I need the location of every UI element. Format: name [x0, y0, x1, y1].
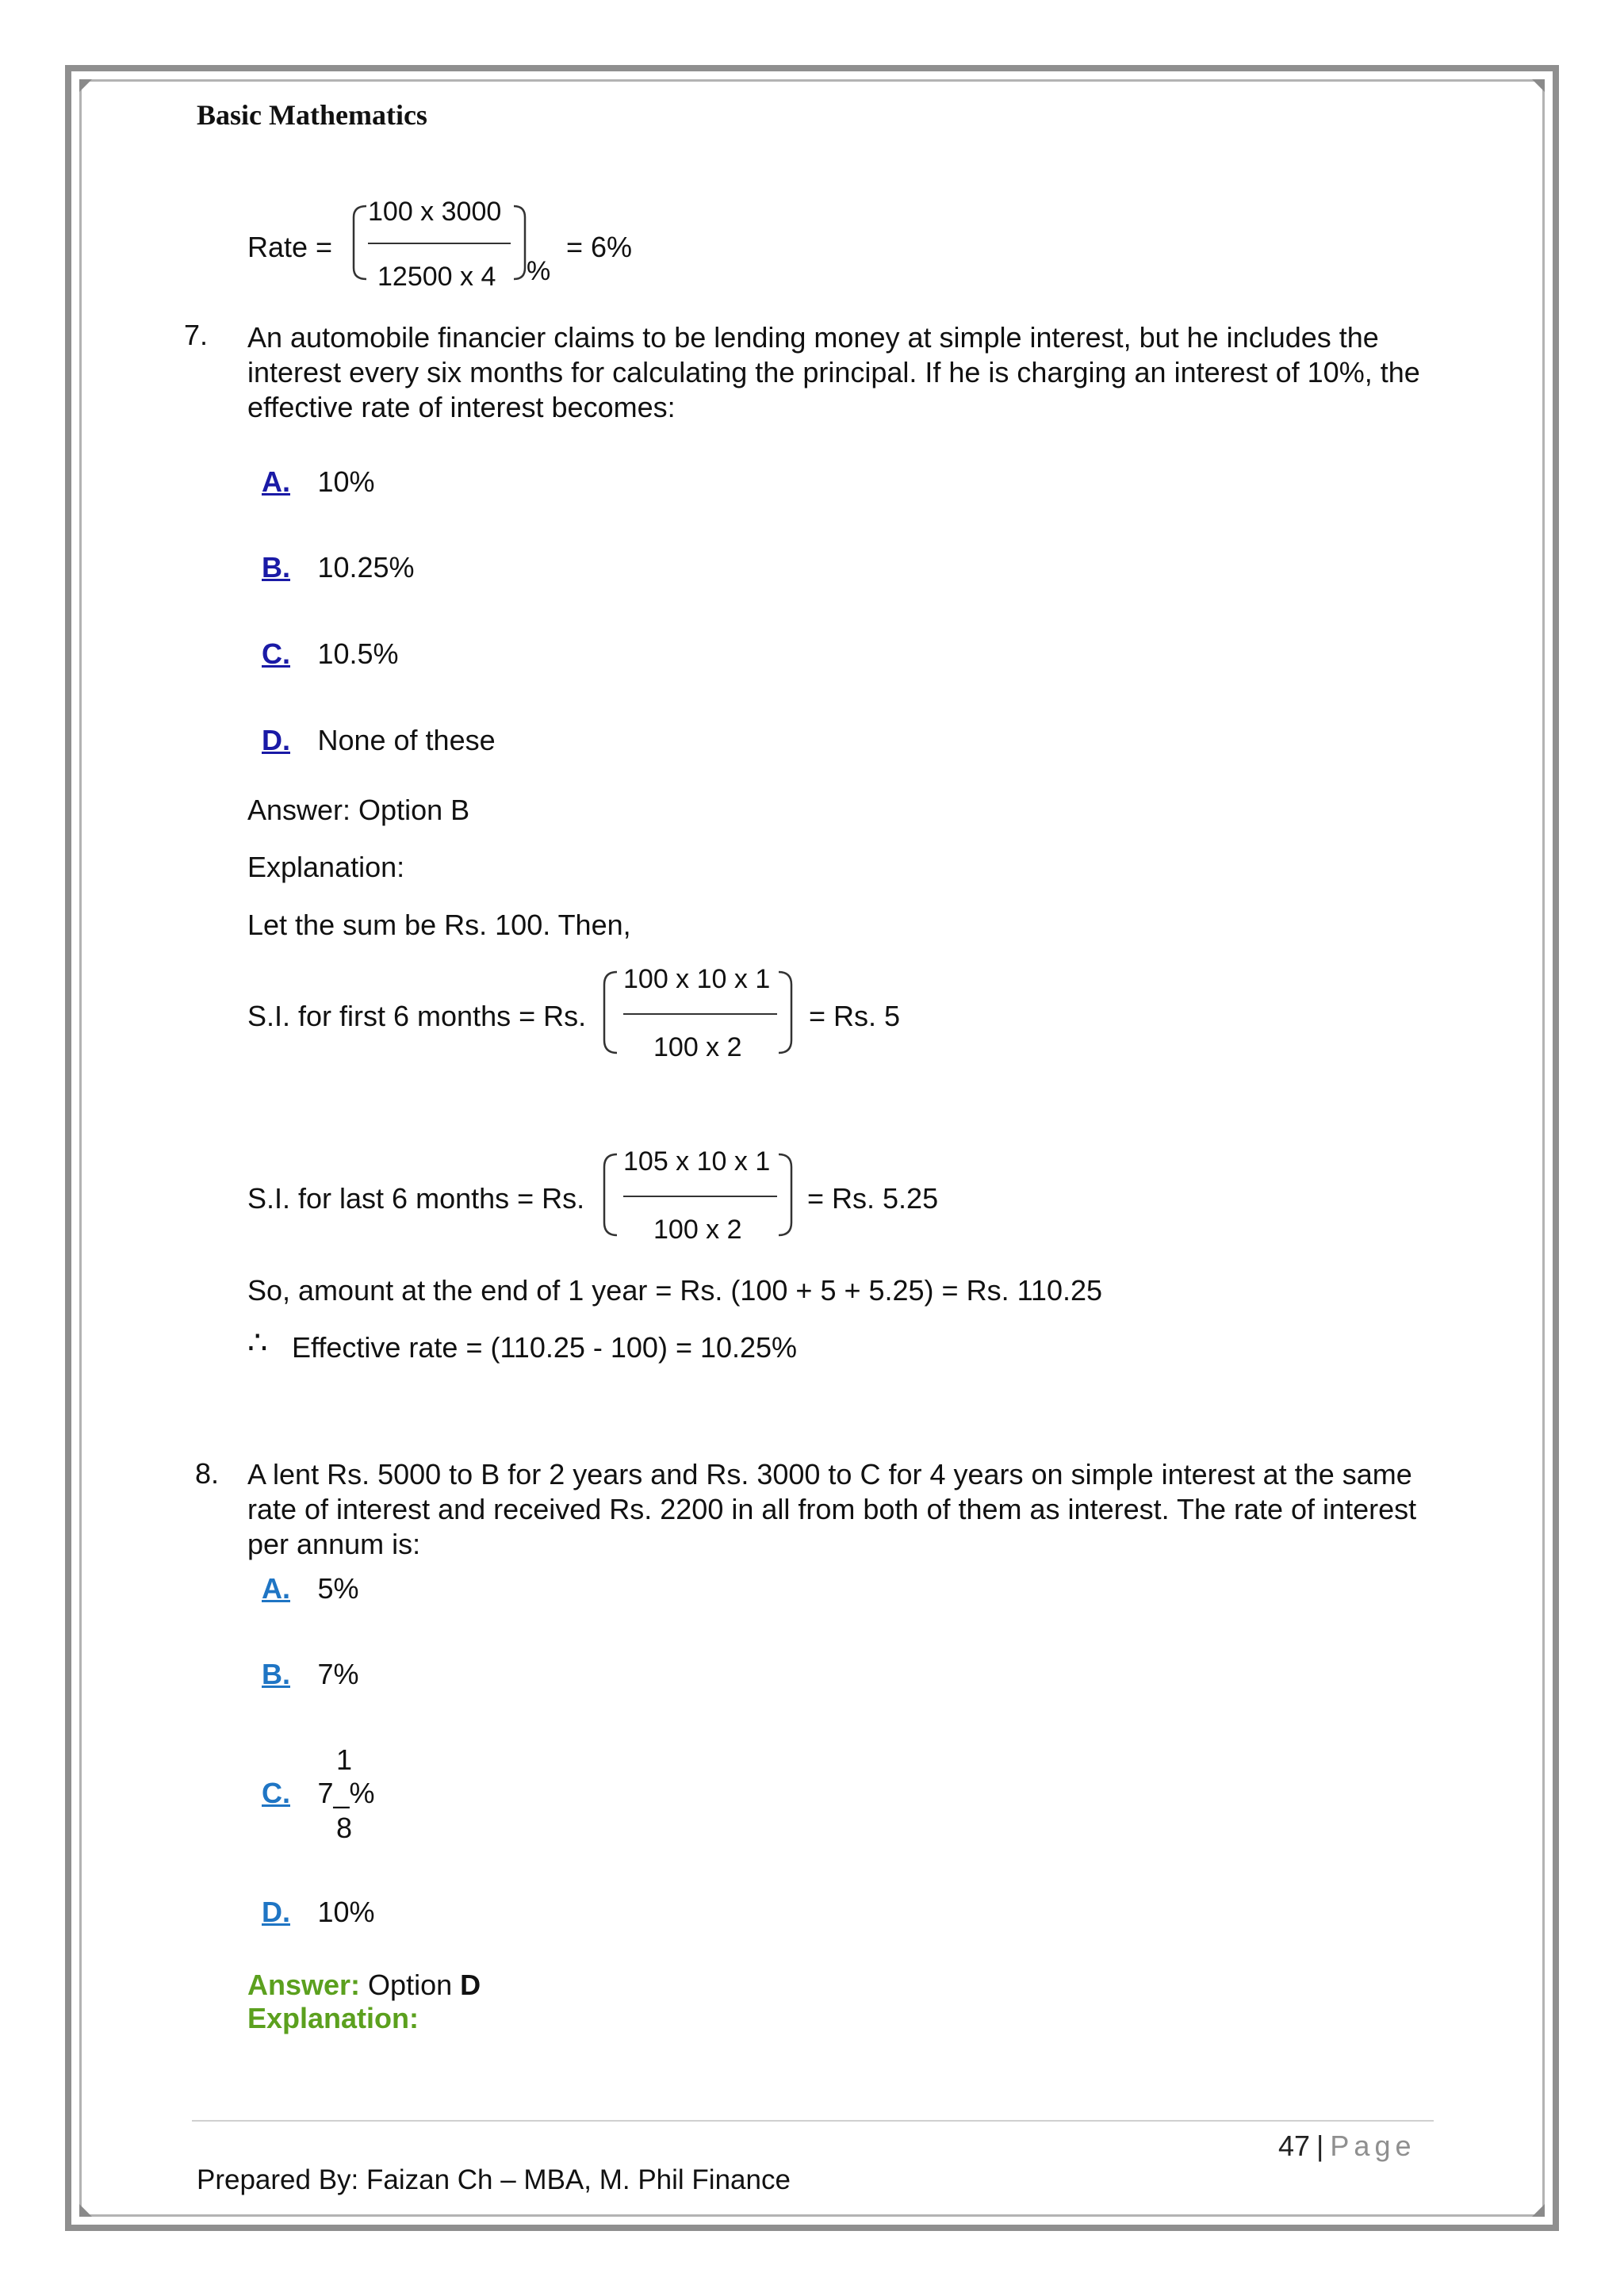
- fraction-numerator: 100 x 3000: [368, 197, 502, 227]
- explanation-label: Explanation:: [247, 2002, 419, 2034]
- explanation-line: Let the sum be Rs. 100. Then,: [247, 909, 631, 941]
- fraction-bar: [623, 1196, 777, 1197]
- corner-ornament-top-left: [79, 79, 92, 92]
- option-letter-link[interactable]: D.: [262, 1896, 290, 1928]
- option-letter-link[interactable]: B.: [262, 1658, 290, 1690]
- option-text: 10%: [317, 465, 375, 498]
- option-a[interactable]: [262, 1571, 358, 1606]
- option-letter-link[interactable]: A.: [262, 465, 290, 498]
- option-d[interactable]: [262, 1895, 375, 1930]
- corner-ornament-bottom-right: [1532, 2204, 1545, 2217]
- option-b[interactable]: [262, 550, 415, 585]
- mixed-fraction-top: 1: [336, 1743, 353, 1776]
- percent-sign: %: [527, 256, 551, 286]
- fraction-bar: [623, 1013, 777, 1015]
- si-last-label: S.I. for last 6 months = Rs.: [247, 1182, 585, 1215]
- option-c[interactable]: [262, 1776, 375, 1811]
- option-text: 10%: [317, 1896, 375, 1928]
- question-number: 7.: [184, 319, 209, 351]
- si-last-fraction: [599, 1143, 798, 1245]
- page-separator: |: [1316, 2130, 1324, 2162]
- answer-line: [247, 1968, 481, 2003]
- question-text: An automobile financier claims to be lending money at simple interest, but he includes the interest every six months for calculating the principal. If he is charging an interest of 10%, the effective rate of interest becomes:: [247, 321, 1420, 423]
- option-text: 7_%: [317, 1777, 375, 1809]
- fraction-numerator: 100 x 10 x 1: [623, 964, 771, 994]
- option-text: None of these: [317, 724, 496, 756]
- page-number-value: 47: [1278, 2130, 1311, 2162]
- answer-text: Option: [368, 1969, 453, 2001]
- rate-fraction: [349, 195, 539, 290]
- explanation-label: Explanation:: [247, 851, 405, 883]
- si-last-result: = Rs. 5.25: [807, 1182, 939, 1215]
- effective-rate-line: Effective rate = (110.25 - 100) = 10.25%: [292, 1331, 798, 1364]
- rate-result: = 6%: [566, 231, 633, 263]
- question-number: 8.: [195, 1457, 220, 1490]
- fraction-denominator: 100 x 2: [653, 1032, 742, 1062]
- page-number: [1278, 2130, 1415, 2163]
- fraction-denominator: 12500 x 4: [377, 262, 496, 292]
- amount-line: So, amount at the end of 1 year = Rs. (100 + 5 + 5.25) = Rs. 110.25: [247, 1274, 1103, 1307]
- option-d[interactable]: [262, 723, 496, 758]
- option-b[interactable]: [262, 1657, 358, 1692]
- document-header: Basic Mathematics: [197, 99, 427, 131]
- option-text: 7%: [317, 1658, 359, 1690]
- option-letter-link[interactable]: A.: [262, 1572, 290, 1605]
- fraction-denominator: 100 x 2: [653, 1215, 742, 1245]
- si-first-label: S.I. for first 6 months = Rs.: [247, 1000, 587, 1032]
- prepared-by: Prepared By: Faizan Ch – MBA, M. Phil Finance: [197, 2164, 791, 2195]
- footer-divider: [192, 2120, 1434, 2122]
- si-first-fraction: [599, 961, 798, 1062]
- option-letter-link[interactable]: B.: [262, 551, 290, 584]
- answer-option: D: [460, 1969, 481, 2001]
- page-word: Page: [1330, 2130, 1416, 2162]
- fraction-numerator: 105 x 10 x 1: [623, 1146, 771, 1177]
- fraction-bar: [368, 243, 511, 244]
- option-text: 10.5%: [317, 637, 399, 670]
- option-text: 5%: [317, 1572, 359, 1605]
- rate-label: Rate =: [247, 231, 333, 263]
- corner-ornament-top-right: [1532, 79, 1545, 92]
- mixed-fraction-bottom: 8: [336, 1812, 353, 1844]
- option-letter-link[interactable]: C.: [262, 637, 290, 670]
- option-a[interactable]: [262, 465, 375, 499]
- therefore-symbol: ∴: [247, 1326, 268, 1360]
- corner-ornament-bottom-left: [79, 2204, 92, 2217]
- question-text: A lent Rs. 5000 to B for 2 years and Rs. 3000 to C for 4 years on simple interest at the same rate of interest and received Rs. 2200 in all from both of them as interest. The rate of interest per annum is:: [247, 1458, 1417, 1560]
- option-letter-link[interactable]: D.: [262, 724, 290, 756]
- option-letter-link[interactable]: C.: [262, 1777, 290, 1809]
- answer-line: Answer: Option B: [247, 794, 470, 826]
- si-first-result: = Rs. 5: [809, 1000, 901, 1032]
- answer-label: Answer:: [247, 1969, 361, 2001]
- option-c[interactable]: [262, 637, 399, 672]
- option-text: 10.25%: [317, 551, 415, 584]
